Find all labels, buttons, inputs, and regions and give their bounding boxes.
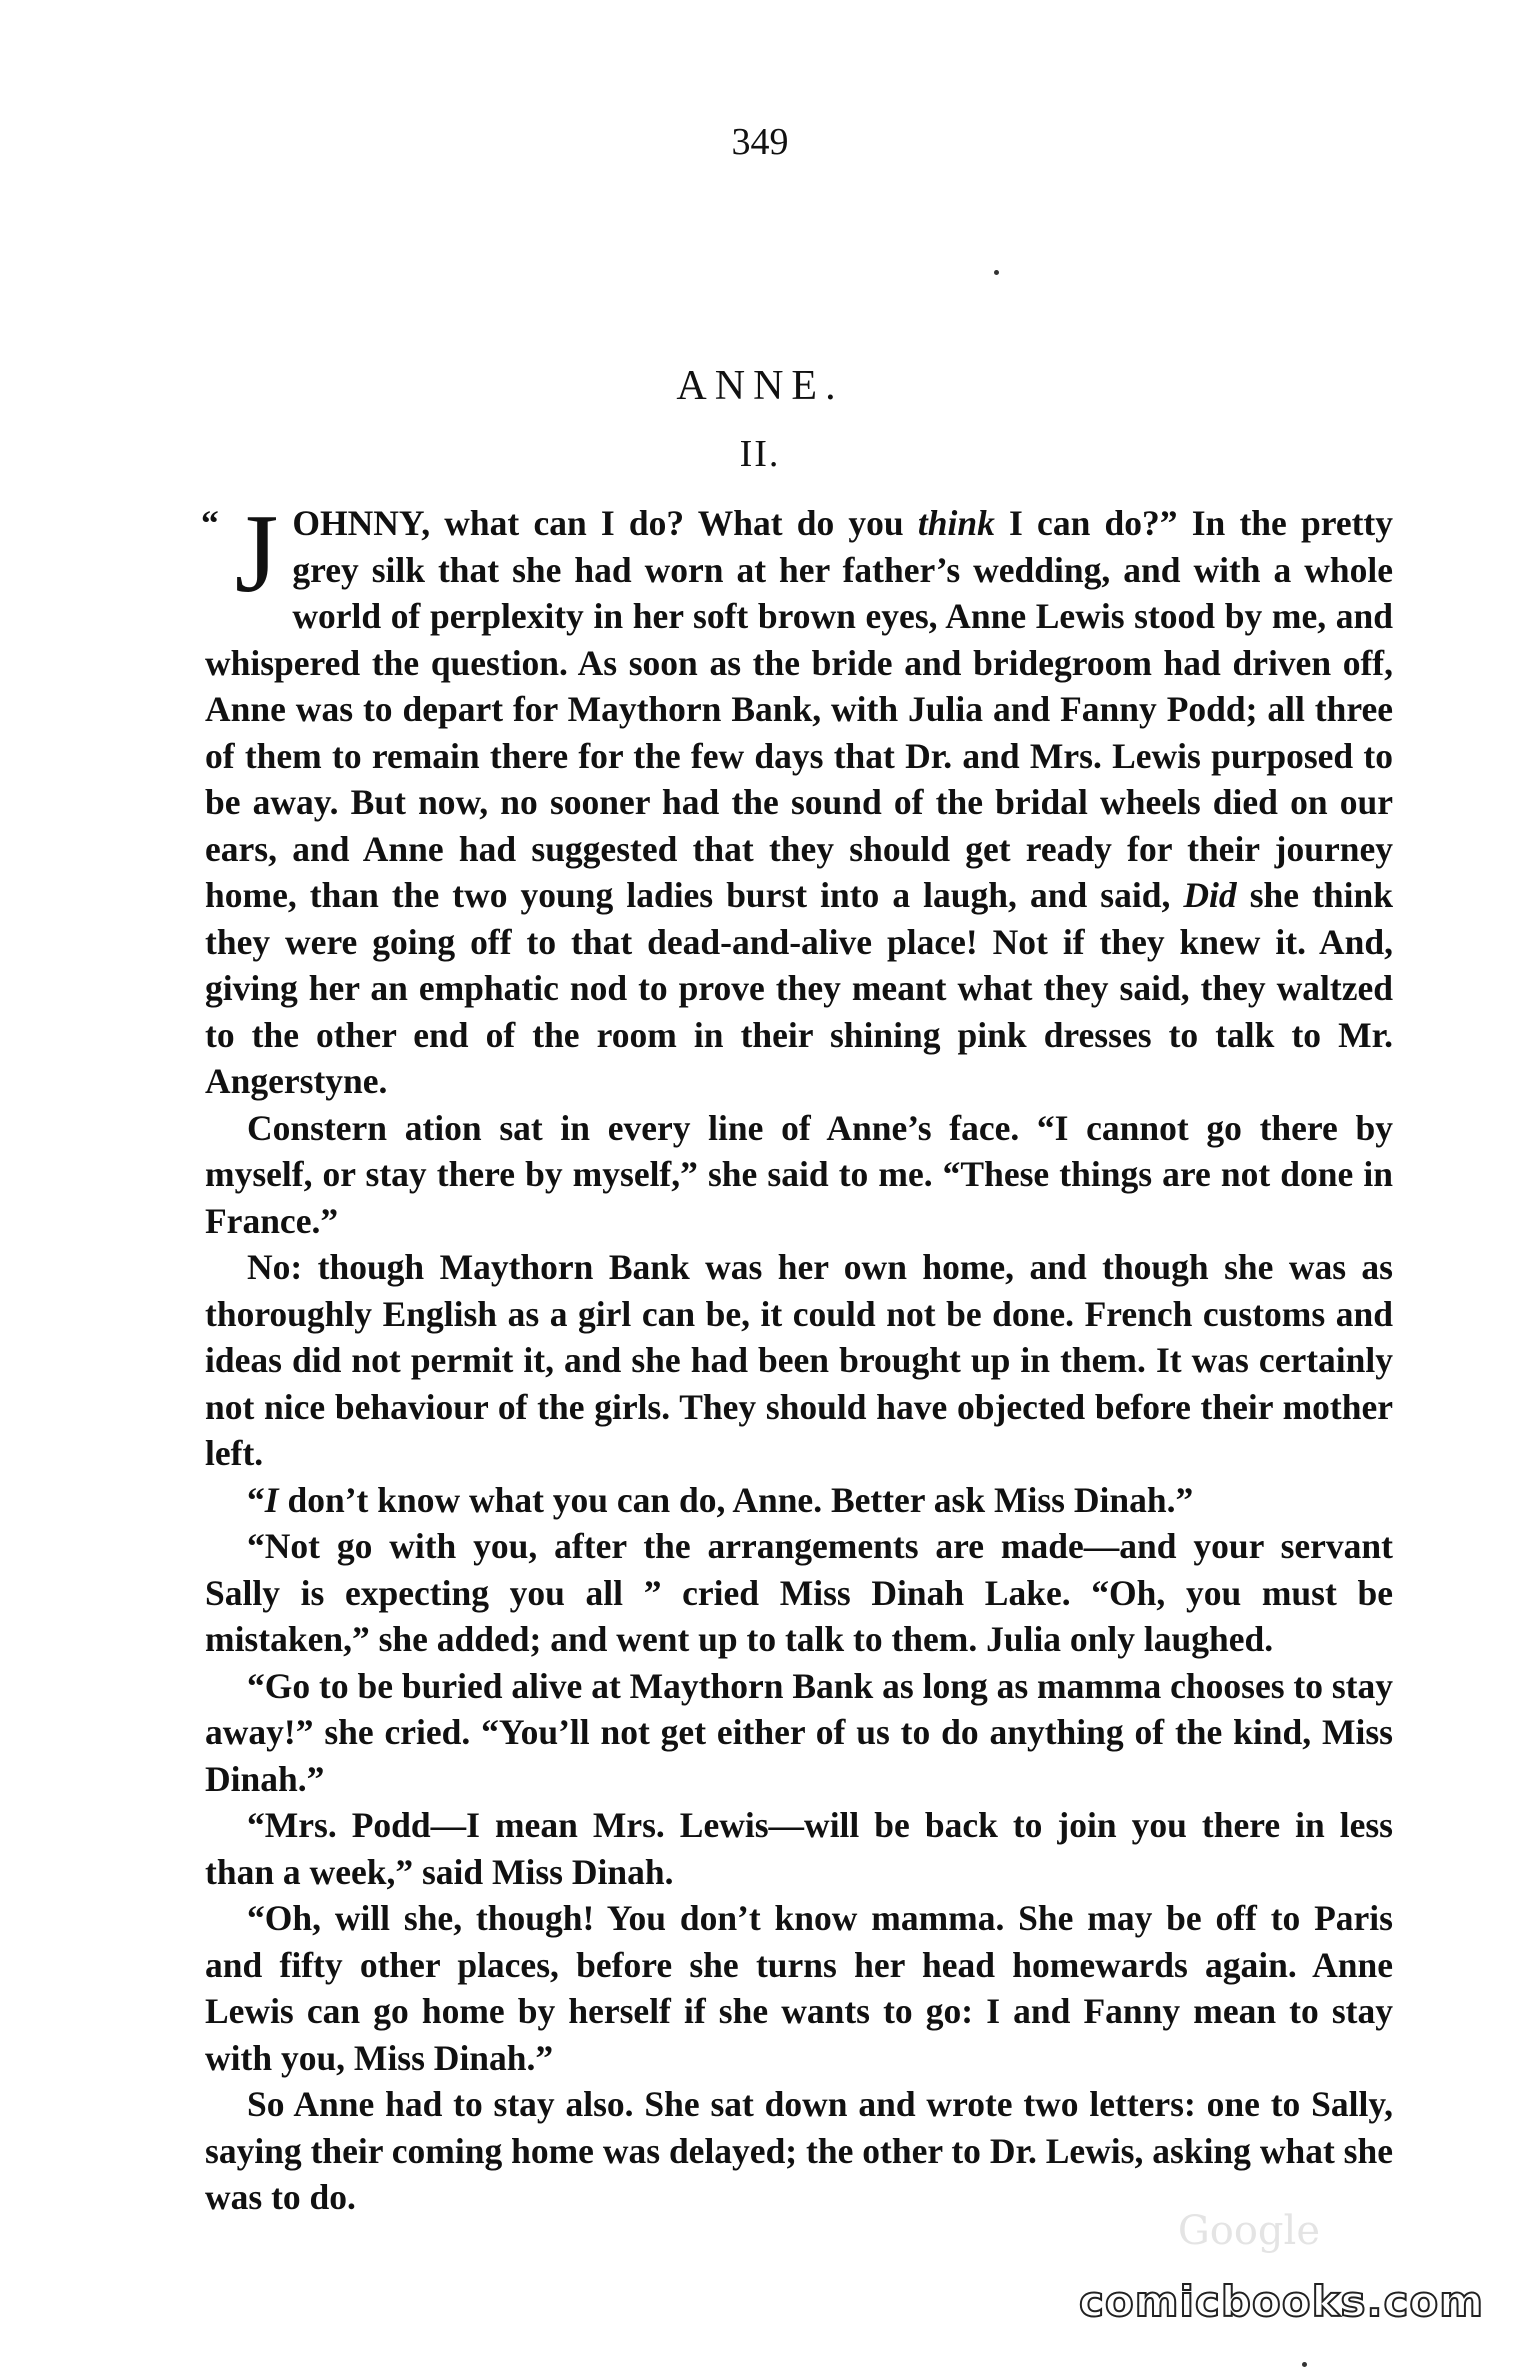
chapter-number: II. xyxy=(739,433,781,475)
page-number: 349 xyxy=(731,121,789,163)
para1-tail: she think they were going off to that dead-and-alive place! Not if they knew it. And, giving her an emphatic nod to prove they meant what they said, they waltzed to the other end of the room in their shining pink dresses to talk to Mr. Angerstyne. xyxy=(205,875,1393,1101)
opening-text: OHNNY, what can I do? What do you xyxy=(292,503,918,543)
paragraph-text: don’t know what you can do, Anne. Better ask Miss Dinah.” xyxy=(278,1479,1194,1520)
paragraph: “Oh, will she, though! You don’t know mamma. She may be off to Paris and fifty other places, before she turns her head homewards again. Anne Lewis can go home by herself if she wants to go: I and Fanny mean to stay with you, Miss Dinah.” xyxy=(205,1898,1393,2078)
ink-speck xyxy=(1302,2362,1307,2367)
body-text xyxy=(201,492,1393,2221)
drop-cap: J xyxy=(234,492,279,616)
opening-italic: think xyxy=(917,503,995,543)
italic-word: I xyxy=(264,1479,279,1520)
opening-text-cont: I can do?” In the pretty grey silk that she had worn at her father’s wedding, and with a whole world of perplexity in her soft brown eyes, Anne Lewis stood by me, and whispered the question. As soon as the bride and bridegroom had driven off, Anne was to depart for Maythorn Bank, with Julia and Fanny Podd; all three of them to remain there for the few days that Dr. and Mrs. Lewis purposed to be away. But now, no sooner had the sound of the bridal wheels died on our ears, and Anne had suggested that they should get ready for their journey home, than the two young ladies burst into a laugh, and said, xyxy=(205,503,1393,915)
quote-mark: “ xyxy=(247,1479,265,1520)
paragraph: “Not go with you, after the arrangements are made—and your servant Sally is expecting you all ” cried Miss Dinah Lake. “Oh, you must be mistaken,” she added; and went up to talk to them. Julia only laughed. xyxy=(205,1526,1393,1659)
para1-italic: Did xyxy=(1183,875,1237,915)
opening-quote-mark: “ xyxy=(201,503,219,543)
paragraph: Constern ation sat in every line of Anne’s face. “I cannot go there by myself, or stay there by myself,” she said to me. “These things are not done in France.” xyxy=(205,1107,1393,1241)
google-watermark: Google xyxy=(1177,2208,1320,2254)
paragraph: “Mrs. Podd—I mean Mrs. Lewis—will be back to join you there in less than a week,” said Miss Dinah. xyxy=(205,1805,1393,1892)
chapter-title: ANNE. xyxy=(676,363,844,409)
paragraph: “Go to be buried alive at Maythorn Bank as long as mamma chooses to stay away!” she cried. “You’ll not get either of us to do anything of the kind, Miss Dinah.” xyxy=(205,1665,1393,1799)
site-watermark: comicbooks.com xyxy=(1079,2277,1484,2326)
ink-speck xyxy=(994,270,999,275)
paragraph: No: though Maythorn Bank was her own home, and though she was as thoroughly English as a girl can be, it could not be done. French customs and ideas did not permit it, and she had been brought up in them. It was certainly not nice behaviour of the girls. They should have objected before their mother left. xyxy=(205,1247,1393,1473)
paragraph xyxy=(205,1477,1393,1524)
paragraph-opening xyxy=(201,492,1393,1105)
paragraph: So Anne had to stay also. She sat down and wrote two letters: one to Sally, saying their coming home was delayed; the other to Dr. Lewis, asking what she was to do. xyxy=(205,2084,1393,2217)
